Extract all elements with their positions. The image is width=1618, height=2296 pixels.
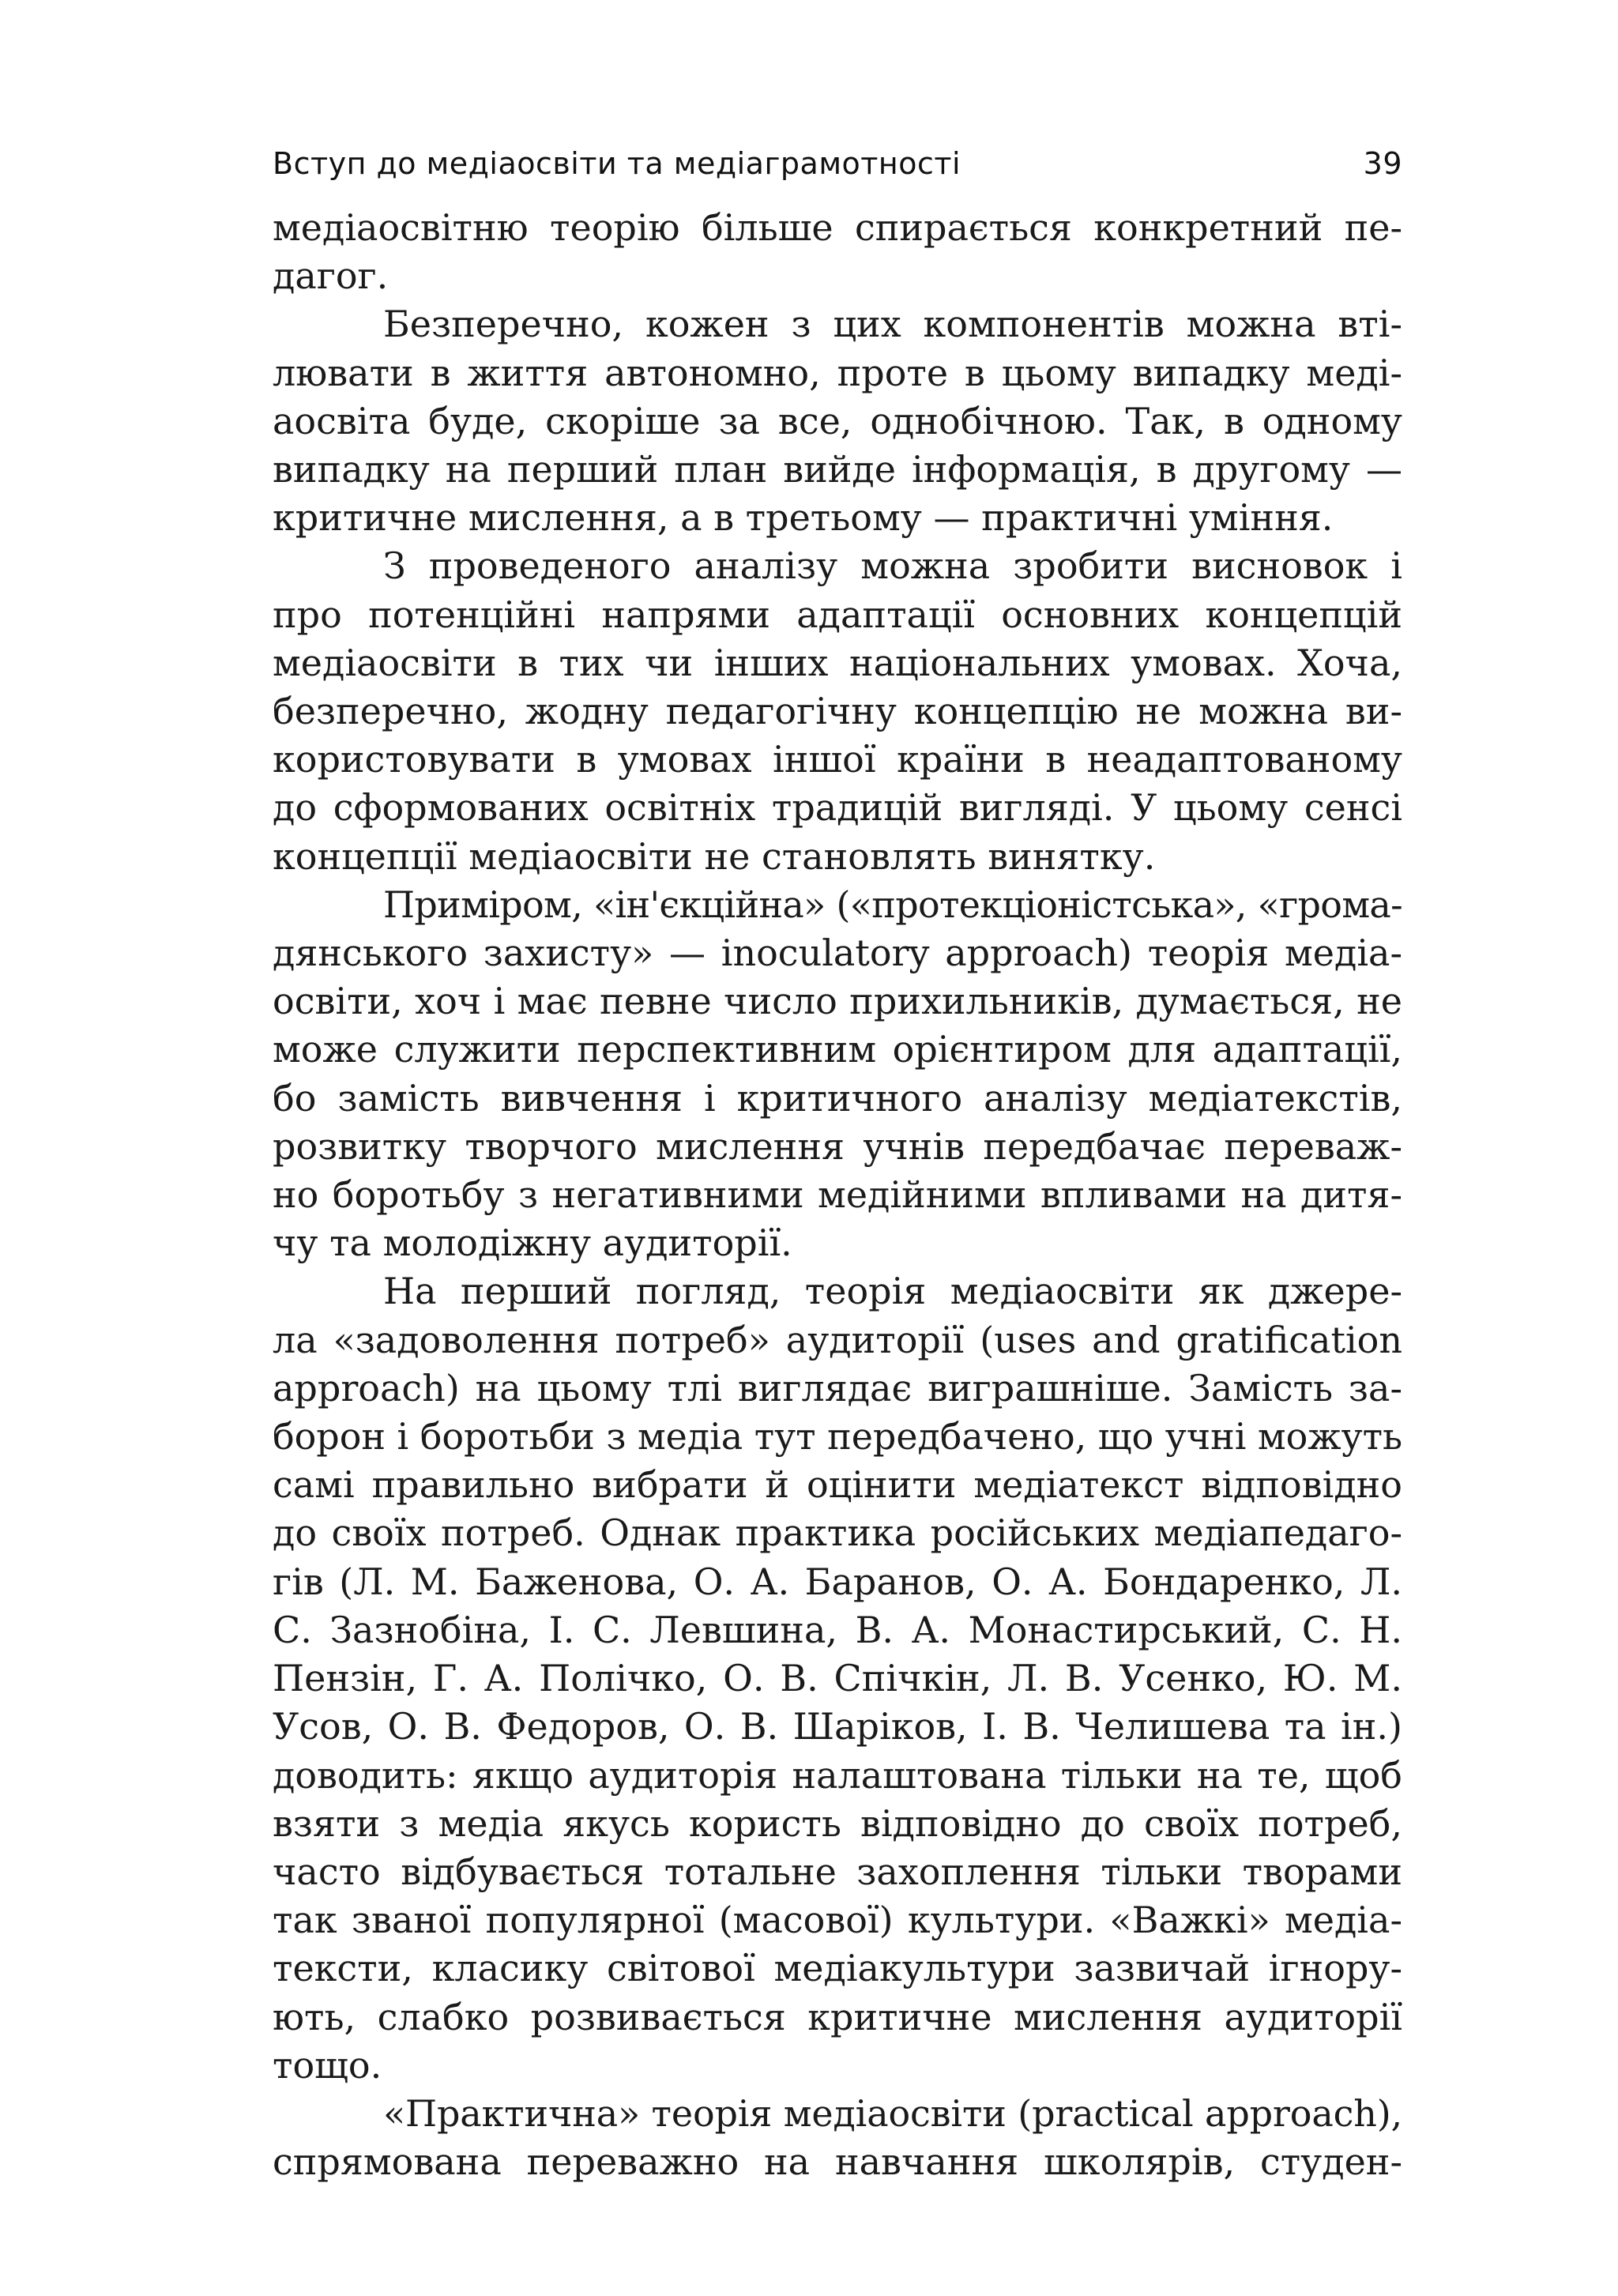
body-text [273, 204, 1402, 2186]
text-line: но боротьбу з негативними медійними впливами на дитя- [273, 1173, 1402, 1217]
text-line: дагог. [273, 254, 389, 298]
text-line: Приміром, «ін'єкційна» («протекціоністська», «грома- [383, 883, 1403, 926]
text-line: так званої популярної (масової) культури. «Важкі» медіа- [273, 1899, 1402, 1942]
text-line: самі правильно вибрати й оцінити медіатекст відповідно [273, 1463, 1402, 1507]
text-line: лювати в життя автономно, проте в цьому випадку меді- [273, 351, 1402, 394]
text-line: аосвіта буде, скоріше за все, однобічною. Так, в одному [273, 399, 1402, 442]
text-line: тексти, класику світової медіакультури зазвичай ігнору- [273, 1947, 1402, 1990]
text-line: approach) на цьому тлі виглядає виграшніше. Замість за- [273, 1366, 1402, 1410]
text-line: С. Зазнобіна, І. С. Левшина, В. А. Монастирський, С. Н. [273, 1608, 1402, 1651]
text-line: до сформованих освітніх традицій вигляді. У цьому сенсі [273, 786, 1402, 830]
text-line: ла «задоволення потреб» аудиторії (uses and gratification [273, 1318, 1402, 1361]
text-line: медіаосвіти в тих чи інших національних умовах. Хоча, [273, 641, 1402, 684]
text-line: гів (Л. М. Баженова, О. А. Баранов, О. А. Бондаренко, Л. [273, 1560, 1402, 1603]
text-line: користовувати в умовах іншої країни в неадаптованому [273, 738, 1402, 781]
text-line: Безперечно, кожен з цих компонентів можна вті- [383, 303, 1402, 346]
text-line: тощо. [273, 2043, 382, 2087]
text-line: до своїх потреб. Однак практика російських медіапедаго- [273, 1511, 1402, 1555]
text-line: випадку на перший план вийде інформація, в другому — [273, 448, 1402, 491]
text-line: На перший погляд, теорія медіаосвіти як джере- [383, 1270, 1402, 1313]
text-line: борон і боротьби з медіа тут передбачено, що учні можуть [273, 1415, 1402, 1459]
text-line: доводить: якщо аудиторія налаштована тільки на те, щоб [273, 1753, 1402, 1797]
text-line: взяти з медіа якусь користь відповідно до своїх потреб, [273, 1801, 1402, 1845]
text-line: часто відбувається тотальне захоплення тільки творами [273, 1850, 1402, 1893]
text-line: бо замість вивчення і критичного аналізу медіатекстів, [273, 1076, 1402, 1120]
text-line: концепції медіаосвіти не становлять винятку. [273, 834, 1156, 878]
text-line: може служити перспективним орієнтиром для адаптації, [273, 1028, 1402, 1071]
text-line: Пензін, Г. А. Полічко, О. В. Спічкін, Л. В. Усенко, Ю. М. [273, 1657, 1402, 1700]
text-line: З проведеного аналізу можна зробити висновок і [383, 544, 1402, 588]
text-line: безперечно, жодну педагогічну концепцію не можна ви- [273, 690, 1402, 733]
page-number: 39 [1363, 146, 1402, 181]
text-line: «Практична» теорія медіаосвіти (practical approach), [383, 2091, 1403, 2135]
text-line: ють, слабко розвивається критичне мислення аудиторії [273, 1995, 1402, 2038]
running-head-title: Вступ до медіаосвіти та медіаграмотності [273, 146, 961, 181]
text-line: Усов, О. В. Федоров, О. В. Шаріков, І. В. Челишева та ін.) [273, 1705, 1402, 1748]
text-line: освіти, хоч і має певне число прихильників, думається, не [273, 980, 1402, 1023]
text-line: медіаосвітню теорію більше спирається конкретний пе- [273, 206, 1402, 249]
text-line: про потенційні напрями адаптації основних концепцій [273, 593, 1402, 636]
text-line: розвитку творчого мислення учнів передбачає переваж- [273, 1124, 1402, 1168]
running-head [273, 146, 1402, 181]
text-line: критичне мислення, а в третьому — практичні уміння. [273, 496, 1334, 540]
text-line: дянського захисту» — inoculatory approach) теорія медіа- [273, 932, 1402, 975]
text-line: спрямована переважно на навчання школярів, студен- [273, 2140, 1402, 2184]
text-line: чу та молодіжну аудиторії. [273, 1221, 792, 1265]
